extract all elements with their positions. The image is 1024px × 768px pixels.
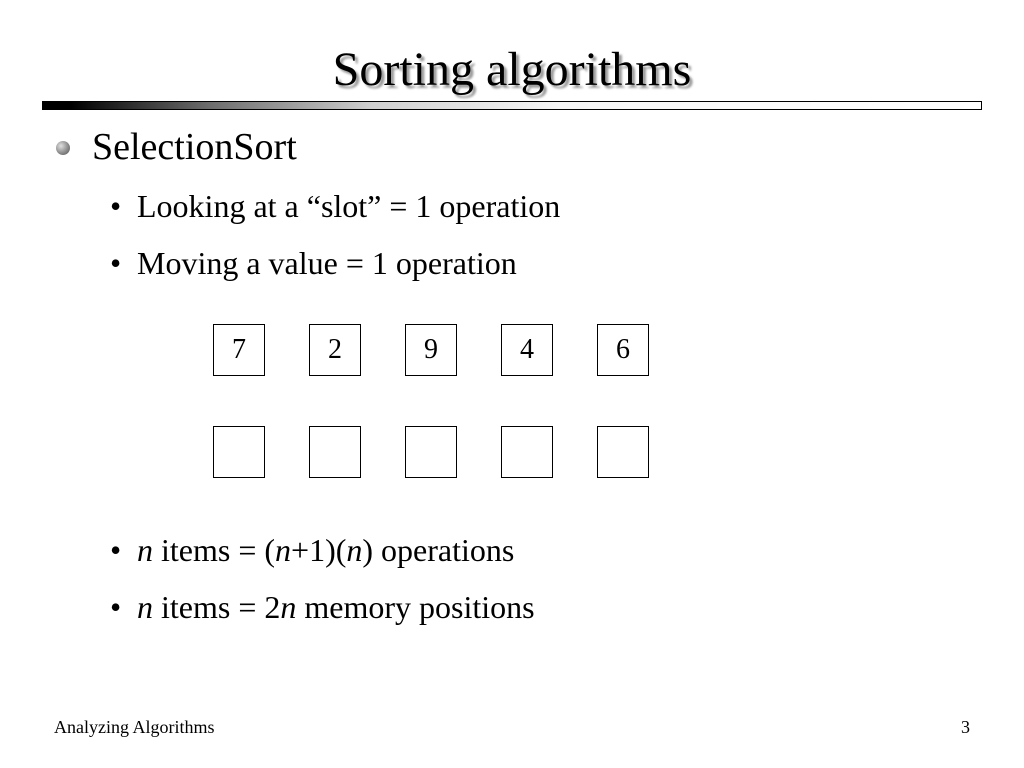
sub-bullet-move: Moving a value = 1 operation: [137, 245, 517, 281]
sub-bullet-dot: •: [110, 188, 122, 224]
empty-slot: [213, 426, 265, 478]
text-part: +1)(: [291, 532, 347, 568]
empty-slot: [405, 426, 457, 478]
sub-bullet-dot: •: [110, 245, 122, 281]
array-cell: 2: [309, 324, 361, 376]
text-part: items = 2: [153, 589, 281, 625]
page-number: 3: [961, 717, 970, 737]
main-bullet-text: SelectionSort: [92, 126, 297, 168]
main-bullet-dot: [56, 141, 70, 155]
sub-bullet-memory: [137, 587, 535, 627]
text-part: ) operations: [362, 532, 515, 568]
var-n: n: [275, 532, 292, 568]
var-n: n: [137, 589, 153, 625]
array-cell: 9: [405, 324, 457, 376]
array-cell: 7: [213, 324, 265, 376]
title-rule: [42, 101, 982, 110]
array-cell: 4: [501, 324, 553, 376]
empty-slot: [501, 426, 553, 478]
sub-bullet-dot: •: [110, 589, 122, 625]
empty-slot: [309, 426, 361, 478]
var-n: n: [346, 532, 363, 568]
sub-bullet-operations: [137, 530, 514, 570]
var-n: n: [280, 589, 297, 625]
var-n: n: [137, 532, 153, 568]
slide-title: Sorting algorithms: [332, 43, 692, 96]
text-part: memory positions: [296, 589, 535, 625]
array-cell: 6: [597, 324, 649, 376]
footer-left: Analyzing Algorithms: [54, 717, 215, 737]
text-part: items = (: [153, 532, 276, 568]
empty-slot: [597, 426, 649, 478]
sub-bullet-slot: Looking at a “slot” = 1 operation: [137, 188, 561, 224]
sub-bullet-dot: •: [110, 532, 122, 568]
